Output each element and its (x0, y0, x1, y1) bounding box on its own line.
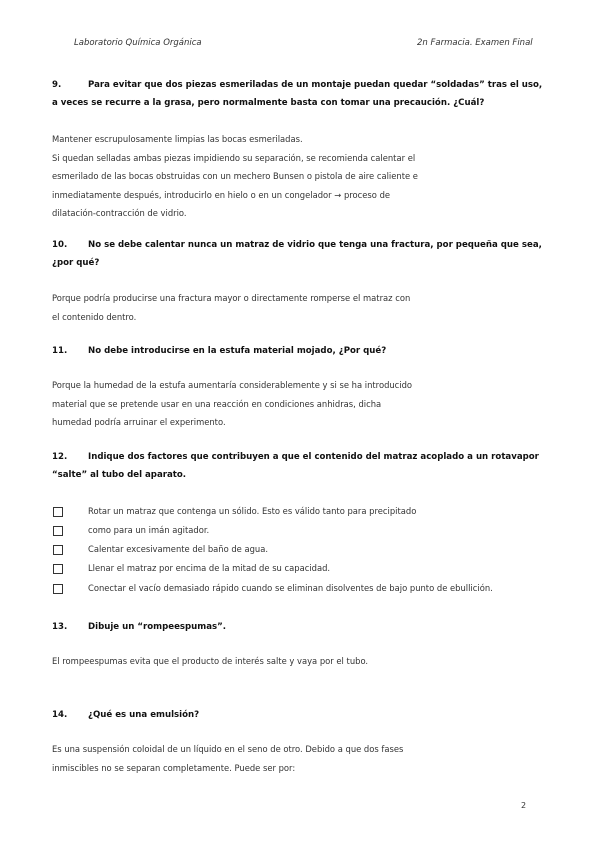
answer-line: el contenido dentro. (52, 311, 137, 322)
question-11-number: 11. (52, 346, 68, 356)
option-2-label: como para un imán agitador. (88, 525, 210, 535)
answer-10 (52, 289, 410, 326)
question-9-number: 9. (52, 80, 62, 90)
answer-line: material que se pretende usar en una reacción en condiciones anhidras, dicha (52, 398, 382, 409)
question-9-line-1: 9. Para evitar que dos piezas esmeriladas de un montaje puedan quedar “soldadas” tras el uso, (52, 76, 542, 94)
option-5-label: Conectar el vacío demasiado rápido cuando se eliminan disolventes de bajo punto de ebullición. (88, 583, 493, 593)
answer-line: inmiscibles no se separan completamente. Puede ser por: (52, 762, 296, 773)
option-1-label: Rotar un matraz que contenga un sólido. Esto es válido tanto para precipitado (88, 506, 417, 516)
answer-line: inmediatamente después, introducirlo en hielo o en un congelador → proceso de (52, 189, 391, 200)
answer-11 (52, 376, 412, 432)
checkbox-option-2[interactable] (53, 526, 63, 536)
answer-9 (52, 130, 418, 223)
answer-line: humedad podría arruinar el experimento. (52, 417, 226, 427)
header-right: 2n Farmacia. Examen Final (417, 38, 533, 48)
answer-14 (52, 740, 403, 777)
checkbox-option-3[interactable] (53, 545, 63, 555)
answer-13 (52, 652, 368, 671)
question-11-line-1: 11. No debe introducirse en la estufa material mojado, ¿Por qué? (52, 342, 386, 360)
answer-line: Si quedan selladas ambas piezas impidiendo su separación, se recomienda calentar el (52, 152, 416, 163)
question-10-number: 10. (52, 240, 68, 250)
checkbox-option-4[interactable] (53, 564, 63, 574)
question-12-line-2: “salte” al tubo del aparato. (52, 470, 187, 480)
answer-line: Es una suspensión coloidal de un líquido en el seno de otro. Debido a que dos fases (52, 744, 404, 754)
checkbox-option-1[interactable] (53, 507, 63, 517)
checkbox-option-5[interactable] (53, 584, 63, 594)
answer-line: Porque podría producirse una fractura mayor o directamente romperse el matraz con (52, 293, 411, 303)
option-4-label: Llenar el matraz por encima de la mitad de su capacidad. (88, 563, 331, 573)
question-13-line-1: 13. Dibuje un “rompeespumas”. (52, 618, 226, 636)
answer-line: Porque la humedad de la estufa aumentaría considerablemente y si se ha introducido (52, 380, 413, 390)
question-9-line-2: a veces se recurre a la grasa, pero normalmente basta con tomar una precaución. ¿Cuál? (52, 98, 485, 108)
page-number: 2 (521, 801, 527, 810)
answer-line: esmerilado de las bocas obstruidas con un mechero Bunsen o pistola de aire caliente e (52, 171, 418, 181)
answer-line: El rompeespumas evita que el producto de interés salte y vaya por el tubo. (52, 656, 369, 666)
answer-line: dilatación-contracción de vidrio. (52, 208, 187, 218)
answer-line: Mantener escrupulosamente limpias las bocas esmeriladas. (52, 134, 303, 144)
question-10-line-2: ¿por qué? (52, 258, 100, 268)
question-14-line-1: 14. ¿Qué es una emulsión? (52, 706, 199, 724)
header-left: Laboratorio Química Orgánica (74, 38, 202, 48)
question-12-line-1: 12. Indique dos factores que contribuyen a que el contenido del matraz acoplado a un rotavapor (52, 448, 539, 466)
question-10-line-1: 10. No se debe calentar nunca un matraz de vidrio que tenga una fractura, por pequeña que sea, (52, 236, 542, 254)
question-14-number: 14. (52, 710, 68, 720)
question-13-number: 13. (52, 622, 68, 632)
question-12-number: 12. (52, 452, 68, 462)
option-3-label: Calentar excesivamente del baño de agua. (88, 544, 269, 554)
